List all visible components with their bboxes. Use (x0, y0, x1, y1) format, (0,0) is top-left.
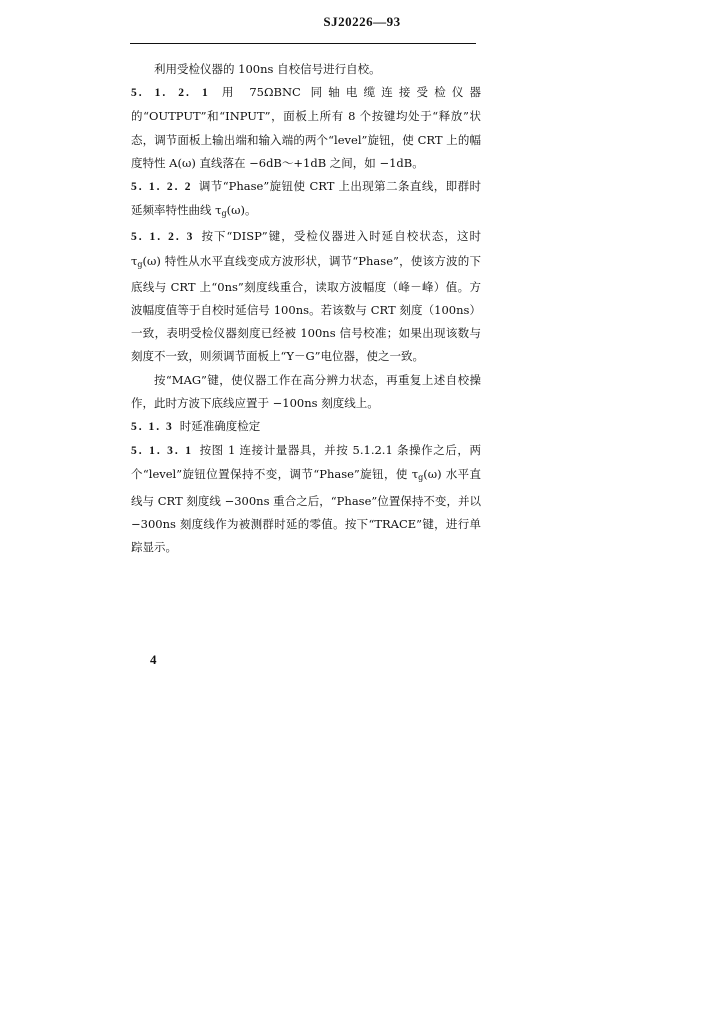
section-heading-5-1-3 (131, 415, 481, 439)
paragraph-5-1-2-2 (131, 175, 481, 225)
paragraph-text: 按下“DISP”键，受检仪器进入时延自校状态，这时 τ (131, 229, 482, 268)
paragraph-mag: 按“MAG”键，使仪器工作在高分辨力状态，再重复上述自校操作，此时方波下底线应置于 −100ns 刻度线上。 (131, 372, 481, 410)
section-number: 5. 1. 3 (131, 421, 174, 434)
subscript: g (137, 259, 143, 269)
paragraph-text: 按图 1 连接计量器具，并按 5.1.2.1 条操作之后，两个“level”旋钮位置保持不变，调节“Phase”旋钮，使 τ (131, 443, 481, 482)
document-code-header: SJ20226—93 (323, 14, 401, 29)
paragraph-5-1-2-1 (131, 81, 481, 175)
page-number: 4 (150, 652, 157, 667)
paragraph-intro: 利用受检仪器的 100ns 自校信号进行自校。 (154, 62, 381, 76)
section-number: 5. 1. 3. 1 (131, 445, 193, 458)
paragraph-text: 调节“Phase”旋钮使 CRT 上出现第二条直线，即群时延频率特性曲线 τ (131, 179, 482, 218)
section-title: 时延准确度检定 (179, 419, 261, 434)
section-number: 5. 1. 2. 3 (131, 231, 195, 244)
section-number: 5. 1. 2. 2 (131, 181, 193, 194)
subscript: g (418, 473, 424, 483)
paragraph-5-1-3-1 (131, 439, 481, 559)
section-number: 5. 1. 2. 1 (131, 87, 210, 100)
paragraph-text-cont: (ω) 水平直线与 CRT 刻度线 −300ns 重合之后，“Phase”位置保持不变，并以 −300ns 刻度线作为被测群时延的零值。按下“TRACE”键，进行单踪显示。 (131, 467, 481, 555)
paragraph-text-cont: (ω) 特性从水平直线变成方波形状，调节“Phase”，使该方波的下底线与 CRT 上“0ns”刻度线重合，读取方波幅度（峰－峰）值。方波幅度值等于自校时延信号 100ns。若该数与 CRT 刻度（100ns）一致，表明受检仪器刻度已经被 100ns 信号校准；如果出现该数与刻度不一致，则须调节面板上“Y－G”电位器，使之一致。 (131, 253, 481, 364)
header-rule (130, 43, 476, 44)
document-body (131, 58, 481, 559)
paragraph-text: 用 75ΩBNC 同轴电缆连接受检仪器的“OUTPUT”和“INPUT”，面板上所有 8 个按键均处于“释放”状态，调节面板上输出端和输入端的两个“level”旋钮，使 CRT 上的幅度特性 A(ω) 直线落在 −6dB～+1dB 之间，如 −1dB。 (131, 85, 482, 170)
paragraph-5-1-2-3 (131, 225, 481, 368)
subscript: g (221, 209, 227, 219)
paragraph-text-cont: (ω)。 (226, 203, 257, 218)
